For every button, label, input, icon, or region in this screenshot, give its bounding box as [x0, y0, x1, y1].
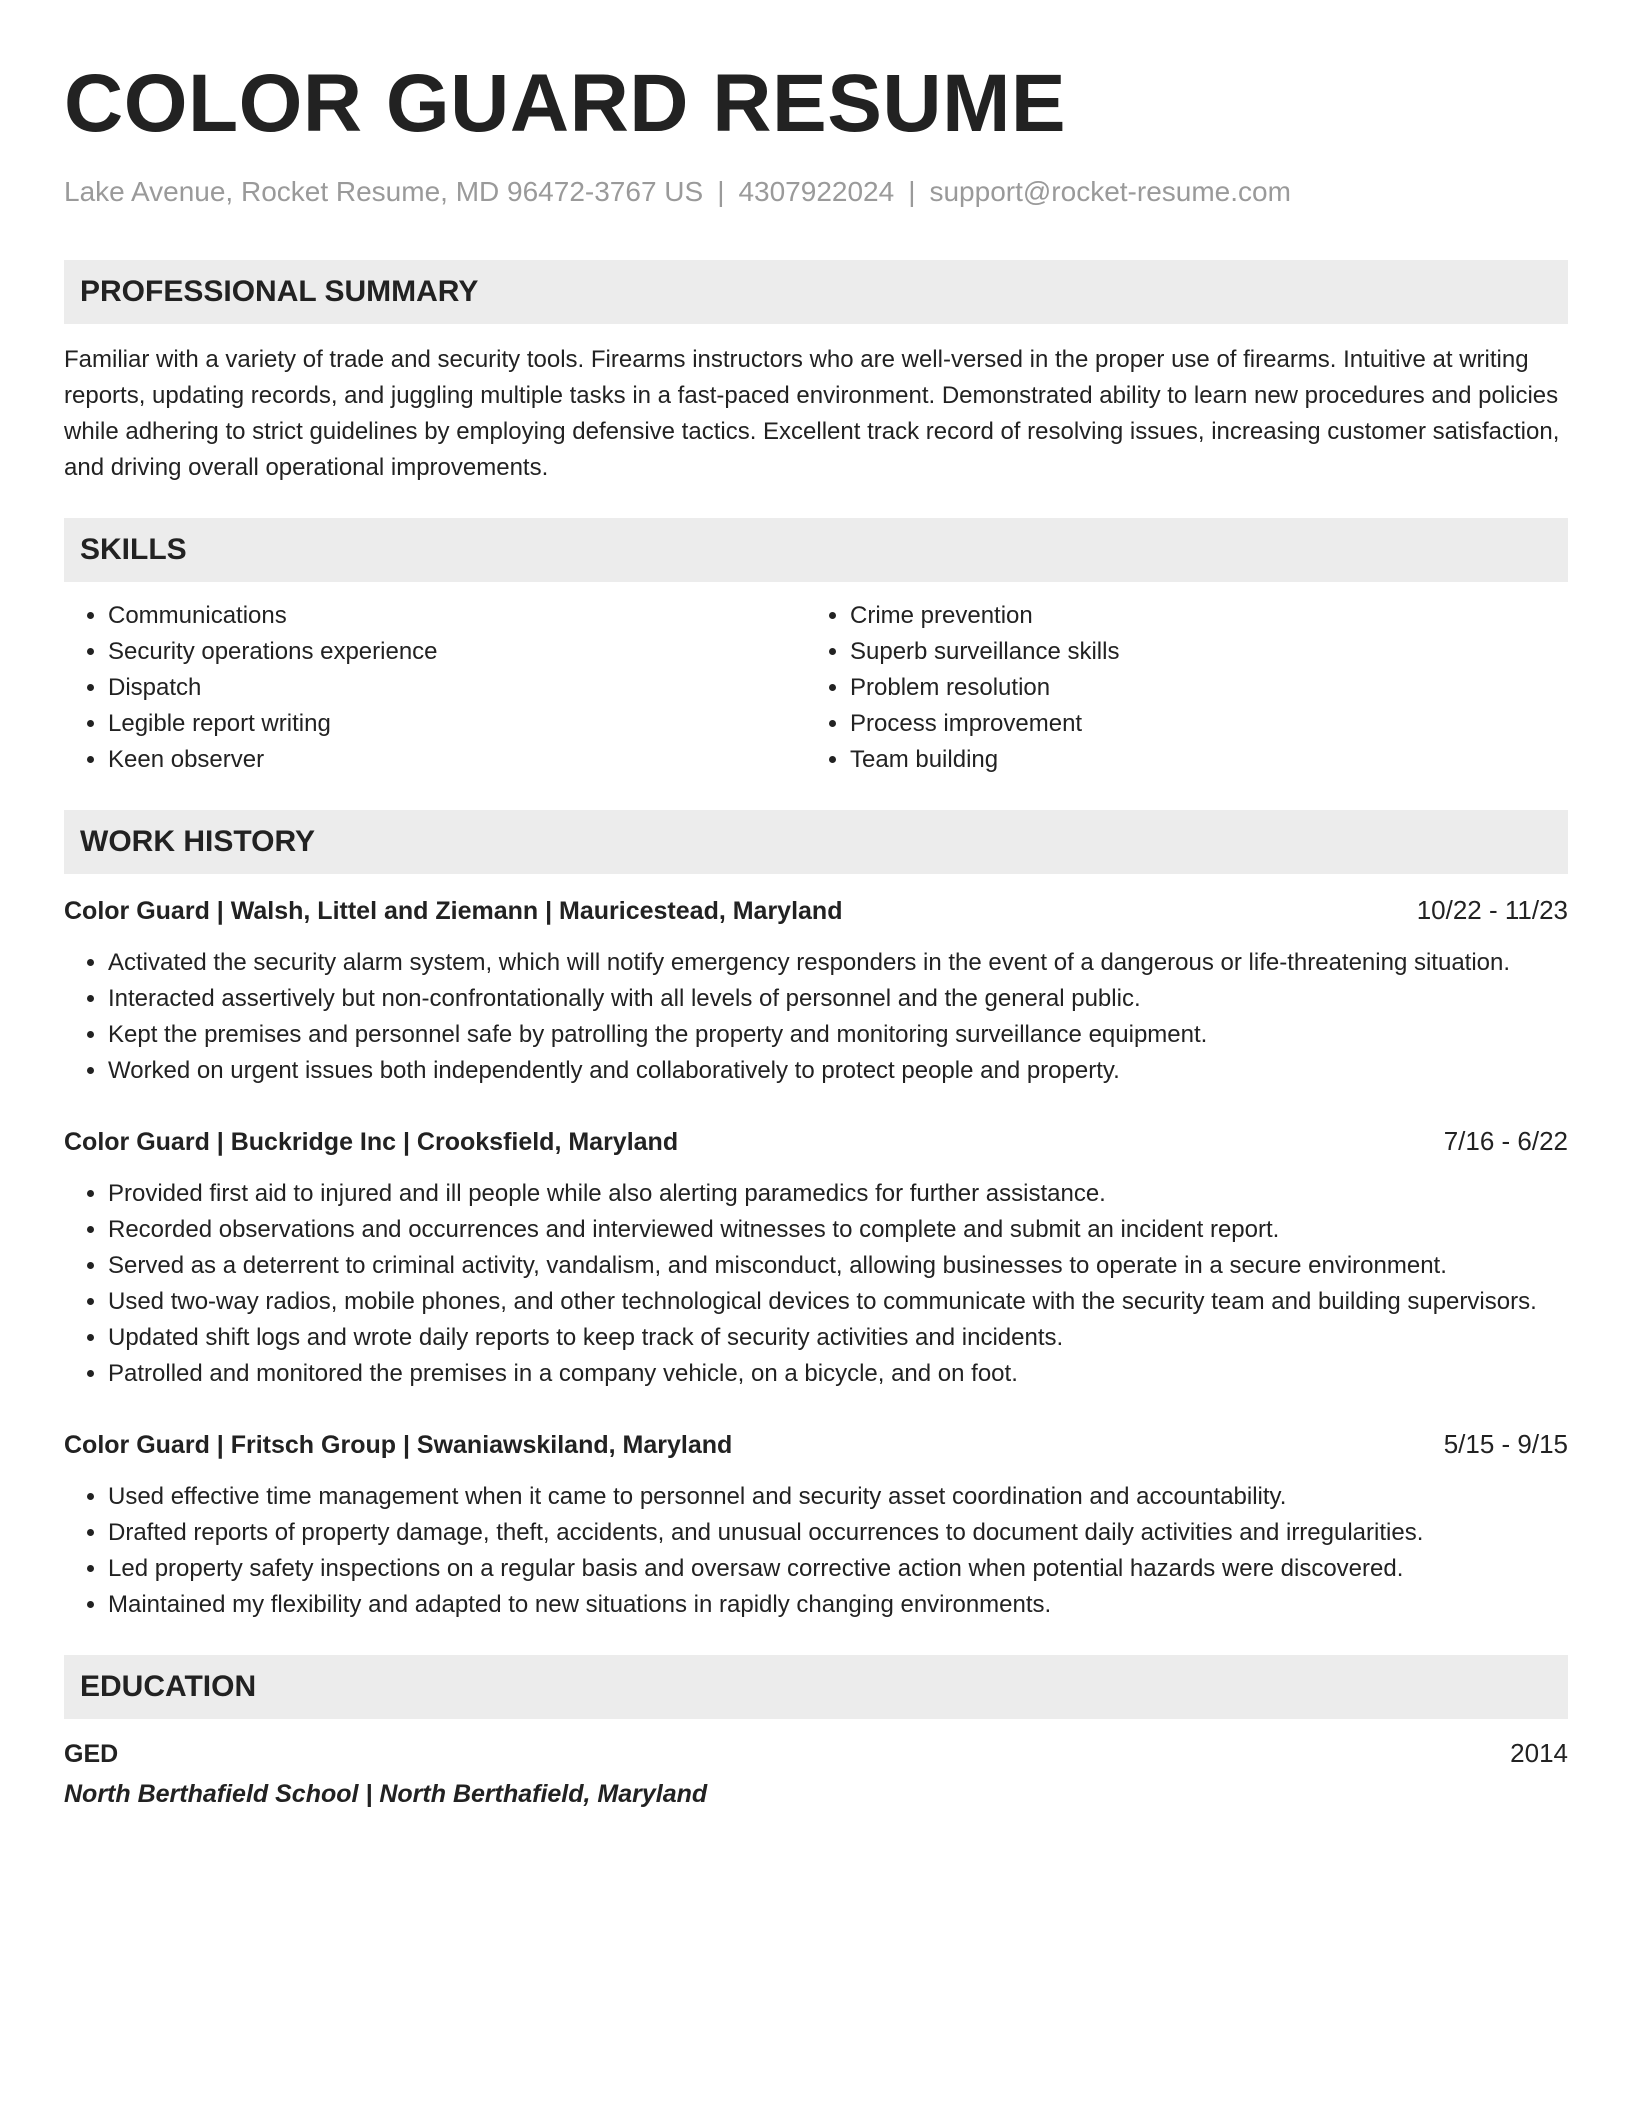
job-duty: • Kept the premises and personnel safe by patrolling the property and monitoring surveillance equipment.	[108, 1017, 1568, 1053]
contact-email: support@rocket-resume.com	[929, 176, 1291, 207]
skill-item: • Legible report writing	[108, 706, 806, 742]
job-duty: • Led property safety inspections on a regular basis and oversaw corrective action when potential hazards were discovered.	[108, 1551, 1568, 1587]
job-dates: 7/16 - 6/22	[1443, 1126, 1568, 1156]
job-header	[64, 1123, 1568, 1160]
skill-item: • Process improvement	[850, 706, 1548, 742]
job-entry	[64, 892, 1568, 1089]
contact-line	[64, 174, 1568, 210]
skill-item: • Superb surveillance skills	[850, 634, 1548, 670]
skill-item: • Team building	[850, 742, 1548, 778]
job-entry	[64, 1123, 1568, 1392]
skill-item: • Crime prevention	[850, 598, 1548, 634]
skills-column-left	[64, 598, 806, 778]
summary-heading: PROFESSIONAL SUMMARY	[64, 260, 1568, 324]
skill-item: • Dispatch	[108, 670, 806, 706]
job-header	[64, 892, 1568, 929]
education-entry	[64, 1735, 1568, 1812]
job-duty: • Interacted assertively but non-confrontationally with all levels of personnel and the general public.	[108, 981, 1568, 1017]
education-heading: EDUCATION	[64, 1655, 1568, 1719]
summary-text: Familiar with a variety of trade and security tools. Firearms instructors who are well-versed in the proper use of firearms. Intuitive at writing reports, updating records, and juggling multiple tasks in a fast-paced environment. Demonstrated ability to learn new procedures and policies while adhering to strict guidelines by employing defensive tactics. Excellent track record of resolving issues, increasing customer satisfaction, and driving overall operational improvements.	[64, 346, 1560, 481]
contact-address: Lake Avenue, Rocket Resume, MD 96472-3767 US	[64, 176, 704, 207]
job-header	[64, 1426, 1568, 1463]
job-title: Color Guard | Fritsch Group | Swaniawskiland, Maryland	[64, 1431, 733, 1459]
skills-list	[64, 598, 1568, 778]
job-duty: • Patrolled and monitored the premises in a company vehicle, on a bicycle, and on foot.	[108, 1356, 1568, 1392]
skill-item: • Problem resolution	[850, 670, 1548, 706]
job-duty: • Activated the security alarm system, which will notify emergency responders in the event of a dangerous or life-threatening situation.	[108, 945, 1568, 981]
degree: GED	[64, 1740, 119, 1768]
job-duty: • Recorded observations and occurrences and interviewed witnesses to complete and submit an incident report.	[108, 1212, 1568, 1248]
job-duty: • Provided first aid to injured and ill people while also alerting paramedics for further assistance.	[108, 1176, 1568, 1212]
resume-title: COLOR GUARD RESUME	[64, 58, 1067, 149]
job-duty: • Updated shift logs and wrote daily reports to keep track of security activities and incidents.	[108, 1320, 1568, 1356]
job-duty: • Drafted reports of property damage, theft, accidents, and unusual occurrences to document daily activities and irregularities.	[108, 1515, 1568, 1551]
contact-separator: |	[717, 176, 725, 207]
skill-item: • Communications	[108, 598, 806, 634]
skills-heading: SKILLS	[64, 518, 1568, 582]
job-title: Color Guard | Walsh, Littel and Ziemann | Mauricestead, Maryland	[64, 897, 843, 925]
job-dates: 5/15 - 9/15	[1443, 1429, 1568, 1459]
job-duties	[64, 1479, 1568, 1623]
contact-separator: |	[908, 176, 916, 207]
skills-column-right	[806, 598, 1548, 778]
contact-phone: 4307922024	[738, 176, 895, 207]
school-name: North Berthafield School | North Berthafield, Maryland	[64, 1780, 708, 1808]
job-duties	[64, 1176, 1568, 1392]
job-duty: • Served as a deterrent to criminal activity, vandalism, and misconduct, allowing businesses to operate in a secure environment.	[108, 1248, 1568, 1284]
work-history-heading: WORK HISTORY	[64, 810, 1568, 874]
job-duties	[64, 945, 1568, 1089]
job-duty: • Maintained my flexibility and adapted to new situations in rapidly changing environments.	[108, 1587, 1568, 1623]
job-entry	[64, 1426, 1568, 1623]
resume-page	[64, 56, 1568, 1812]
graduation-year: 2014	[1510, 1738, 1568, 1768]
education-header	[64, 1735, 1568, 1772]
job-duty: • Used two-way radios, mobile phones, and other technological devices to communicate with the security team and building supervisors.	[108, 1284, 1568, 1320]
skill-item: • Keen observer	[108, 742, 806, 778]
job-duty: • Used effective time management when it came to personnel and security asset coordination and accountability.	[108, 1479, 1568, 1515]
job-dates: 10/22 - 11/23	[1416, 895, 1568, 925]
job-title: Color Guard | Buckridge Inc | Crooksfield, Maryland	[64, 1128, 679, 1156]
skill-item: • Security operations experience	[108, 634, 806, 670]
job-duty: • Worked on urgent issues both independently and collaboratively to protect people and property.	[108, 1053, 1568, 1089]
